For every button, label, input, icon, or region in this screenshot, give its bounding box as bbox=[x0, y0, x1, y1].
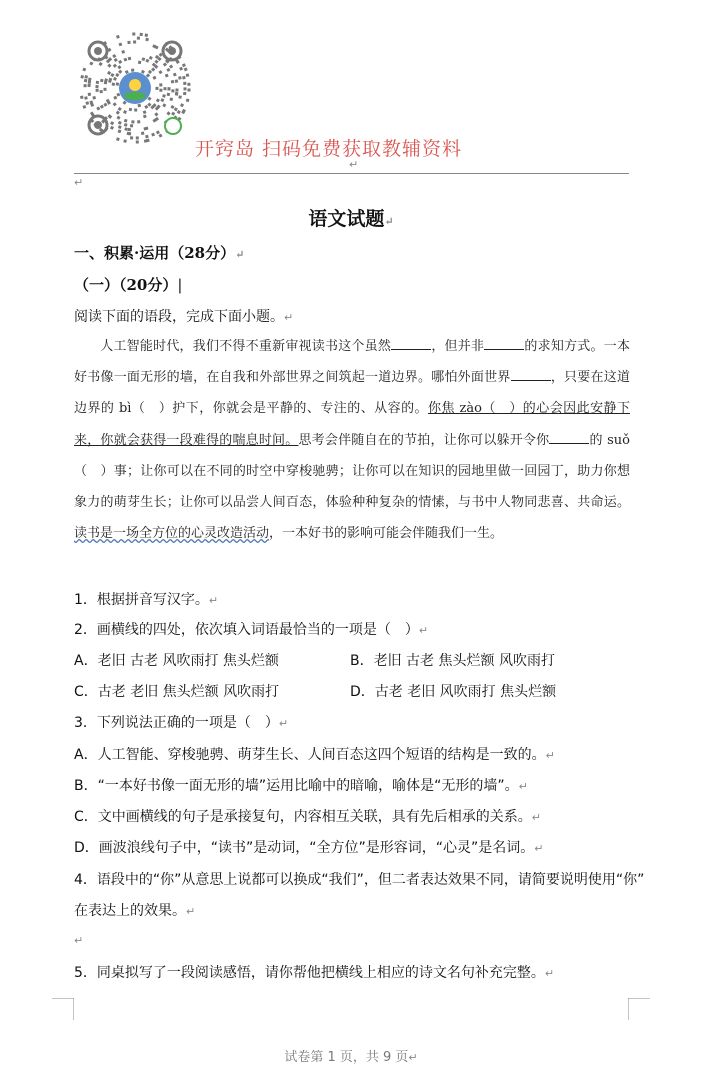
underlined-sentence: 你焦 zào（ ）的心会因此安静下来，你就会获得一段难得的喘息时间。 bbox=[74, 401, 630, 448]
header-rule bbox=[74, 173, 629, 174]
question-3: 3．下列说法正确的一项是（ ）↵ bbox=[74, 715, 289, 731]
fill-in-blank bbox=[484, 337, 524, 350]
brand-banner: 开窍岛 扫码免费获取教辅资料 bbox=[195, 138, 463, 160]
fill-in-blank bbox=[549, 431, 589, 444]
paragraph-mark: ↵ bbox=[74, 934, 84, 947]
document-title: 语文试题↵ bbox=[308, 208, 394, 230]
question-1: 1．根据拼音写汉字。↵ bbox=[74, 592, 219, 608]
page-corner-mark bbox=[52, 998, 74, 1020]
q3-option-a: A．人工智能、穿梭驰骋、萌芽生长、人间百态这四个短语的结构是一致的。↵ bbox=[74, 747, 555, 763]
q3-option-d: D．画波浪线句子中，“读书”是动词，“全方位”是形容词，“心灵”是名词。↵ bbox=[74, 840, 544, 856]
q2-option-a: A．老旧 古老 风吹雨打 焦头烂额 bbox=[74, 653, 279, 669]
fill-in-blank bbox=[391, 337, 431, 350]
fill-in-blank bbox=[511, 368, 551, 381]
qr-code bbox=[76, 29, 194, 147]
q2-option-b: B．老旧 古老 焦头烂额 风吹雨打 bbox=[350, 653, 555, 669]
passage-text: ，只要在这道边界的 bì（ ）护下，你就会是平静的、专注的、从容的。 bbox=[74, 370, 630, 417]
reading-passage bbox=[74, 331, 630, 549]
passage-text: 的 suǒ（ ）事；让你可以在不同的时空中穿梭驰骋；让你可以在知识的园地里做一回园丁，助力你想象力的萌芽生长；让你可以品尝人间百态，体验种种复杂的情愫，与书中人物同悲喜、共命运。 bbox=[74, 432, 630, 511]
question-4-cont: 在表达上的效果。↵ bbox=[74, 903, 196, 919]
question-2: 2．画横线的四处，依次填入词语最恰当的一项是（ ）↵ bbox=[74, 622, 429, 638]
q3-option-b: B．“一本好书像一面无形的墙”运用比喻中的暗喻，喻体是“无形的墙”。↵ bbox=[74, 778, 528, 794]
instruction-text: 阅读下面的语段，完成下面小题。↵ bbox=[74, 309, 294, 325]
wavy-underlined-sentence: 读书是一场全方位的心灵改造活动 bbox=[74, 526, 270, 542]
passage-text: 人工智能时代，我们不得不重新审视读书这个虽然 bbox=[100, 339, 392, 354]
page-footer: 试卷第 1 页，共 9 页↵ bbox=[284, 1050, 418, 1065]
passage-text: ，但并非 bbox=[431, 339, 485, 354]
q2-option-d: D．古老 老旧 风吹雨打 焦头烂额 bbox=[350, 684, 557, 700]
passage-text: ，一本好书的影响可能会伴随我们一生。 bbox=[269, 526, 504, 542]
q3-option-c: C．文中画横线的句子是承接复句，内容相互关联，具有先后相承的关系。↵ bbox=[74, 809, 541, 825]
passage-text: 思考会伴随自在的节拍，让你可以躲开令你 bbox=[298, 432, 550, 448]
q2-option-c: C．古老 老旧 焦头烂额 风吹雨打 bbox=[74, 684, 280, 700]
question-5: 5．同桌拟写了一段阅读感悟，请你帮他把横线上相应的诗文名句补充完整。↵ bbox=[74, 965, 555, 981]
paragraph-mark: ↵ bbox=[74, 176, 84, 189]
page-corner-mark bbox=[628, 998, 650, 1020]
subsection-heading: （一）（20分）| bbox=[74, 276, 183, 294]
paragraph-mark: ↵ bbox=[349, 158, 359, 171]
passage-text: 的求知方式。一本好书像一面无形的墙，在自我和外部世界之间筑起一道边界。哪怕外面世界 bbox=[74, 339, 630, 386]
section-heading: 一、积累·运用（28分）↵ bbox=[74, 244, 245, 262]
question-4: 4．语段中的“你”从意思上说都可以换成“我们”，但二者表达效果不同，请简要说明使用“你” bbox=[74, 872, 645, 888]
